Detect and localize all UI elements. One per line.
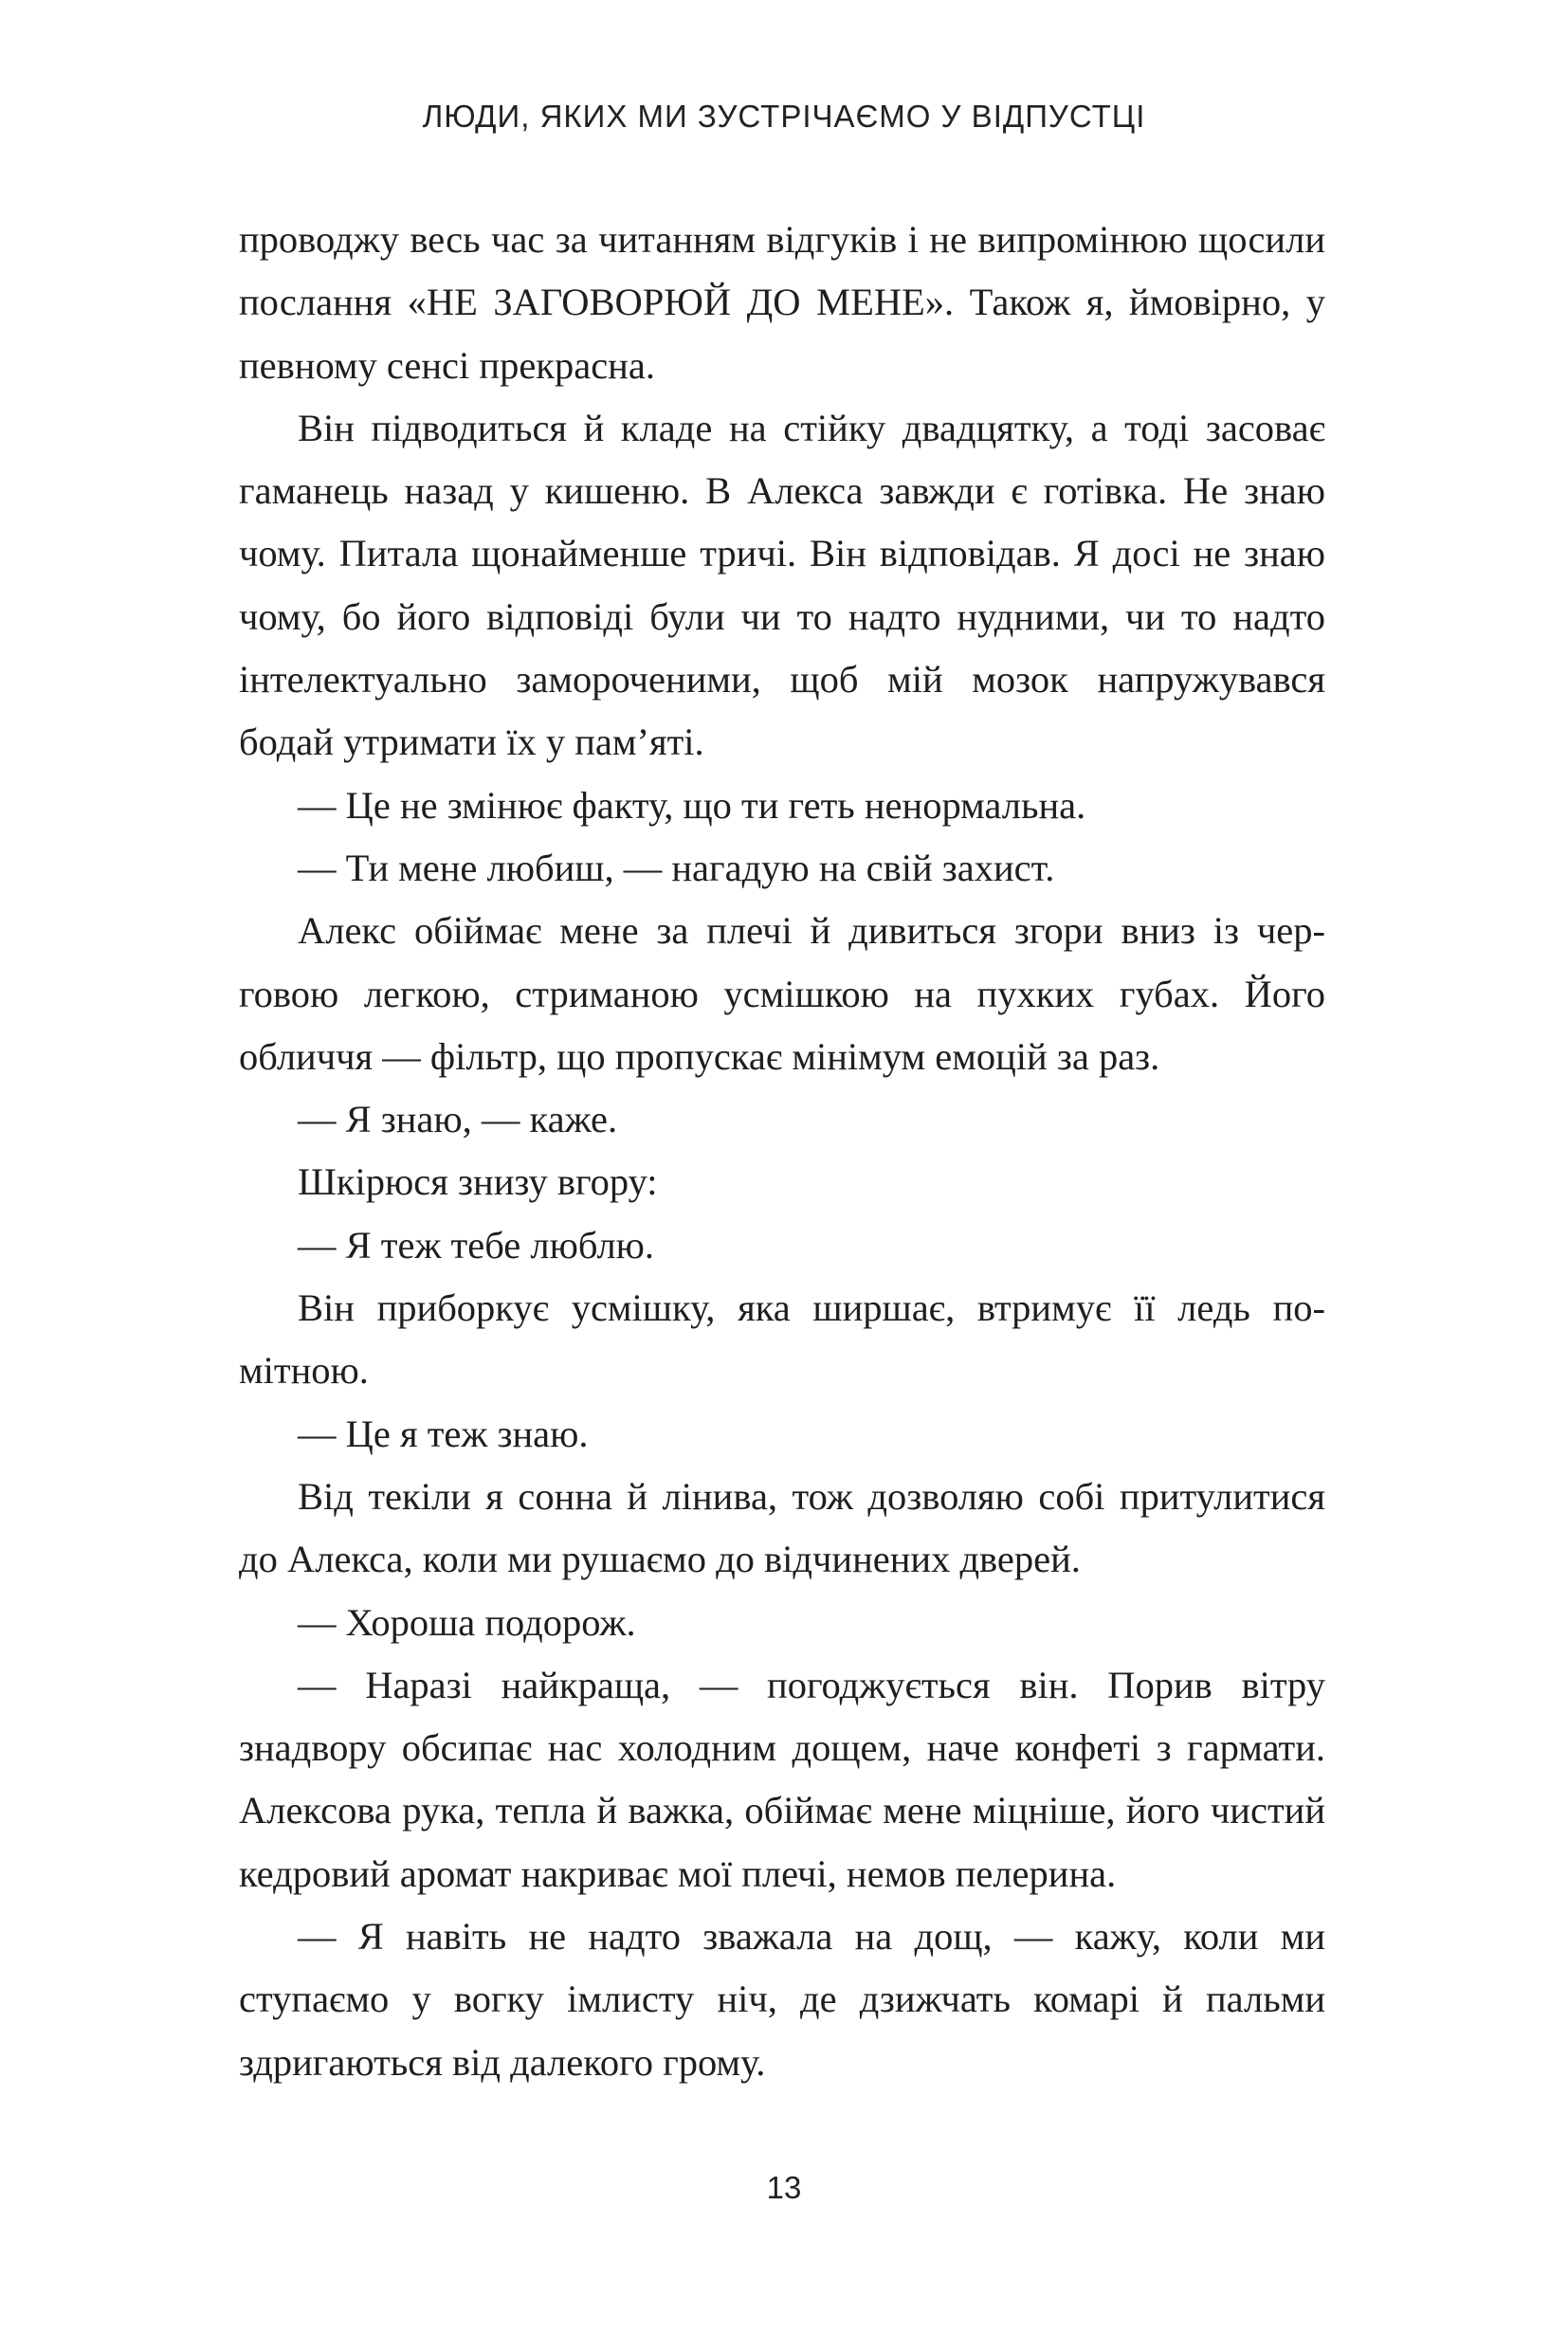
- paragraph: проводжу весь час за читанням відгуків і не випромінюю щосили послання «НЕ ЗАГОВОРЮЙ ДО МЕНЕ». Також я, ймовірно, у певному сенсі прекрасна.: [239, 218, 1325, 387]
- dialogue-line: — Я знаю, — каже.: [298, 1098, 618, 1141]
- dialogue-line: — Це не змінює факту, що ти геть ненормальна.: [298, 783, 1086, 827]
- paragraph: Алекс обіймає мене за плечі й дивиться згори вниз із черговою легкою, стриманою усмішкою на пухких губах. Його обличчя — фільтр, що пропускає мінімум емоцій за раз.: [239, 909, 1325, 1078]
- paragraph: Він приборкує усмішку, яка ширшає, втримує її ледь помітною.: [239, 1286, 1325, 1393]
- dialogue-line: — Це я теж знаю.: [298, 1412, 589, 1455]
- paragraph: Шкірюся знизу вгору:: [298, 1160, 658, 1204]
- paragraph: Від текіли я сонна й лінива, тож дозволяю собі притулитися до Алекса, коли ми рушаємо до відчинених дверей.: [239, 1474, 1325, 1581]
- body-text: [239, 209, 1325, 2094]
- dialogue-line: — Хороша подорож.: [298, 1600, 636, 1644]
- dialogue-line: — Я навіть не надто зважала на дощ, — кажу, коли ми ступаємо у вогку імлисту ніч, де дзижчать комарі й пальми здригаються від далекого грому.: [239, 1915, 1325, 2084]
- running-head: ЛЮДИ, ЯКИХ МИ ЗУСТРІЧАЄМО У ВІДПУСТЦІ: [422, 99, 1146, 134]
- dialogue-line: — Наразі найкраща, — погоджується він. Порив вітру знадвору обсипає нас холодним дощем, наче конфеті з гармати. Алексова рука, тепла й важка, обіймає мене міцніше, його чистий кедровий аромат накриває мої плечі, немов пелерина.: [239, 1663, 1325, 1895]
- dialogue-line: — Я теж тебе люблю.: [298, 1223, 655, 1267]
- paragraph: Він підводиться й кладе на стійку двадцятку, а тоді засоває гаманець назад у кишеню. В Алекса завжди є готівка. Не знаю чому. Питала щонайменше тричі. Він відповідав. Я досі не знаю чому, бо його відповіді були чи то надто нудними, чи то надто інтелектуально замороченими, щоб мій мозок напружувався бодай утримати їх у пам’яті.: [239, 406, 1325, 764]
- dialogue-line: — Ти мене любиш, — нагадую на свій захист.: [298, 846, 1055, 889]
- page-number: 13: [766, 2170, 802, 2205]
